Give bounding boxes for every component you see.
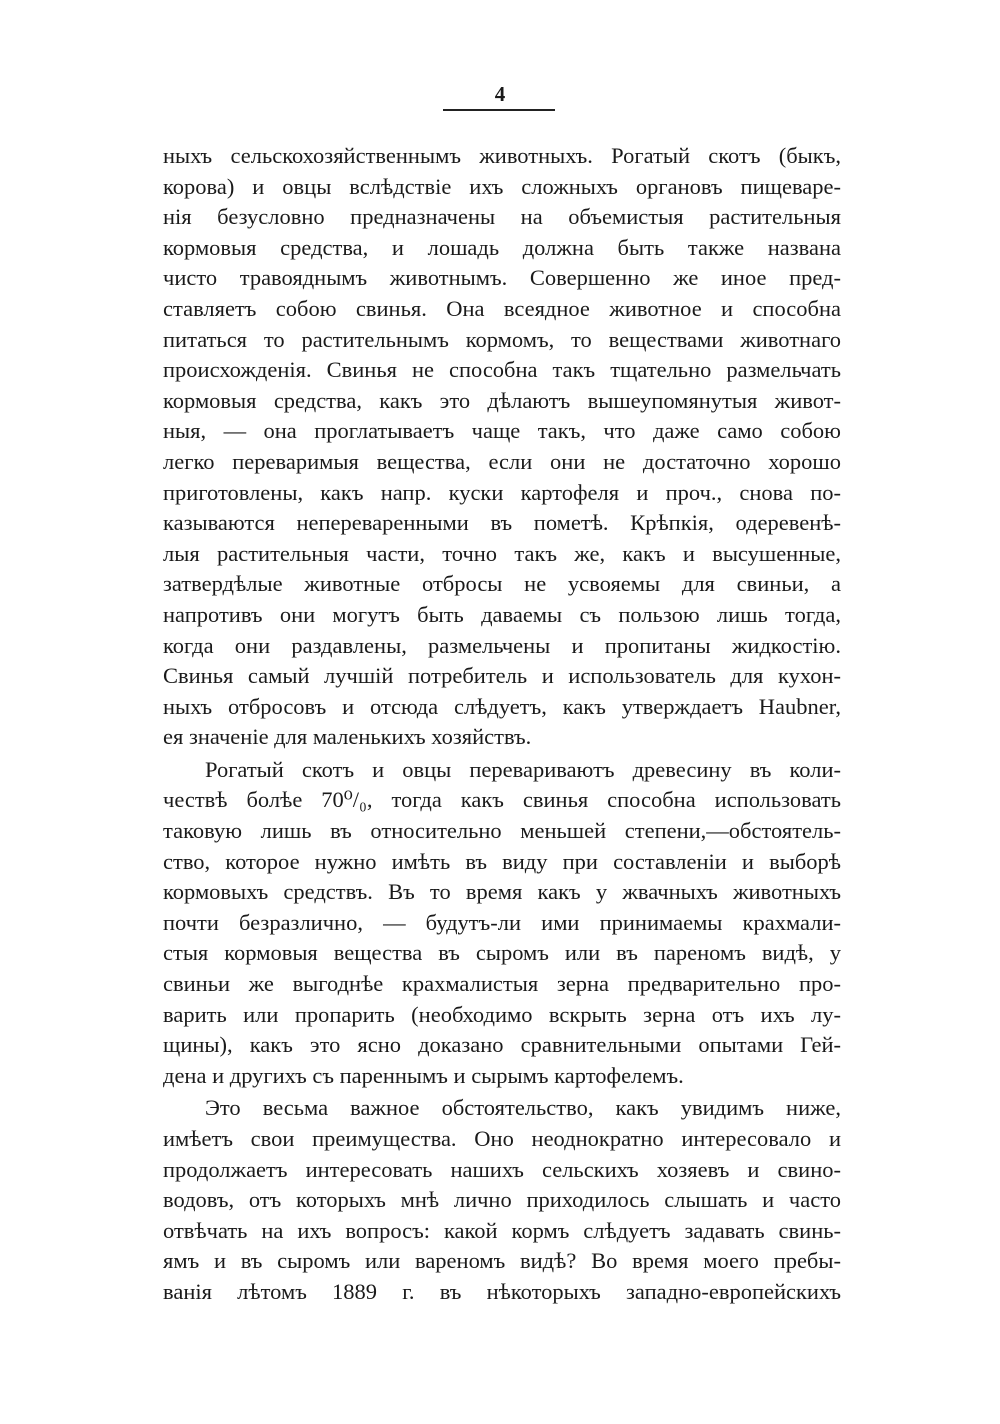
text-line: ванія лѣтомъ 1889 г. въ нѣкоторыхъ западно-европейскихъ [163, 1278, 841, 1304]
text-line: казываются непереваренными въ пометѣ. Крѣпкія, одеревенѣ- [163, 510, 841, 536]
text-line: чисто травояднымъ животнымъ. Совершенно же иное пред- [163, 265, 841, 291]
body-text [163, 141, 841, 1310]
text-line: ставляетъ собою свинья. Она всеядное животное и способна [163, 295, 841, 321]
text-line: ство, которое нужно имѣть въ виду при составленіи и выборѣ [163, 848, 841, 874]
text-line: затвердѣлые животные отбросы не усвояемы для свиньи, а [163, 571, 841, 597]
text-line: ныхъ отбросовъ и отсюда слѣдуетъ, какъ утверждаетъ Haubner, [163, 693, 841, 719]
text-line: варить или пропарить (необходимо вскрыть зерна отъ ихъ лу- [163, 1001, 841, 1027]
paragraph [163, 141, 841, 753]
text-line: ея значеніе для маленькихъ хозяйствъ. [163, 724, 532, 750]
text-line: щины), какъ это ясно доказано сравнительными опытами Гей- [163, 1032, 841, 1058]
text-line: ныхъ сельскохозяйственнымъ животныхъ. Рогатый скотъ (быкъ, [163, 143, 841, 168]
text-line: нія безусловно предназначены на объемистыя растительныя [163, 204, 841, 230]
text-line: напротивъ они могутъ быть даваемы съ пользою лишь тогда, [163, 601, 841, 627]
text-line: кормовыхъ средствъ. Въ то время какъ у жвачныхъ животныхъ [163, 879, 841, 905]
text-line: стыя кормовыя вещества въ сыромъ или въ пареномъ видѣ, у [163, 940, 841, 966]
text-line: водовъ, отъ которыхъ мнѣ лично приходилось слышать и часто [163, 1187, 841, 1213]
text-line: продолжаетъ интересовать нашихъ сельскихъ хозяевъ и свино- [163, 1156, 841, 1182]
text-line: Свинья самый лучшій потребитель и использователь для кухон- [163, 663, 841, 689]
text-line: Это весьма важное обстоятельство, какъ увидимъ ниже, [205, 1095, 841, 1121]
text-line: чествѣ болѣе 70⁰/₀, тогда какъ свинья способна использовать [163, 787, 841, 813]
text-line: таковую лишь въ относительно меньшей степени,—обстоятель- [163, 818, 841, 844]
text-line: отвѣчать на ихъ вопросъ: какой кормъ слѣдуетъ задавать свинь- [163, 1217, 841, 1243]
paragraph [163, 1093, 841, 1307]
text-line: приготовлены, какъ напр. куски картофеля и проч., снова по- [163, 479, 841, 505]
text-line: свиньи же выгоднѣе крахмалистыя зерна предварительно про- [163, 971, 841, 997]
header-rule [443, 109, 555, 111]
text-line: ямъ и въ сыромъ или вареномъ видѣ? Во время моего пребы- [163, 1248, 841, 1274]
text-line: происхожденія. Свинья не способна такъ тщательно размельчать [163, 357, 841, 383]
text-line: ныя, — она проглатываетъ чаще такъ, что даже само собою [163, 418, 841, 444]
text-line: корова) и овцы вслѣдствіе ихъ сложныхъ органовъ пищеваре- [163, 173, 841, 199]
text-line: кормовыя средства, и лошадь должна быть также названа [163, 234, 841, 260]
text-line: лыя растительныя части, точно такъ же, какъ и высушенные, [163, 540, 841, 566]
text-line: дена и другихъ съ пареннымъ и сырымъ картофелемъ. [163, 1062, 684, 1088]
text-line: Рогатый скотъ и овцы перевариваютъ древесину въ коли- [205, 756, 841, 782]
text-line: почти безразлично, — будутъ-ли ими принимаемы крахмали- [163, 909, 841, 935]
text-line: легко переваримыя вещества, если они не достаточно хорошо [163, 448, 841, 474]
page-number: 4 [494, 82, 506, 106]
paragraph [163, 755, 841, 1092]
text-line: имѣетъ свои преимущества. Оно неоднократно интересовало и [163, 1126, 841, 1151]
text-line: питаться то растительнымъ кормомъ, то веществами животнаго [163, 326, 841, 352]
text-line: когда они раздавлены, размельчены и пропитаны жидкостію. [163, 632, 841, 658]
text-line: кормовыя средства, какъ это дѣлаютъ вышеупомянутыя живот- [163, 387, 841, 413]
